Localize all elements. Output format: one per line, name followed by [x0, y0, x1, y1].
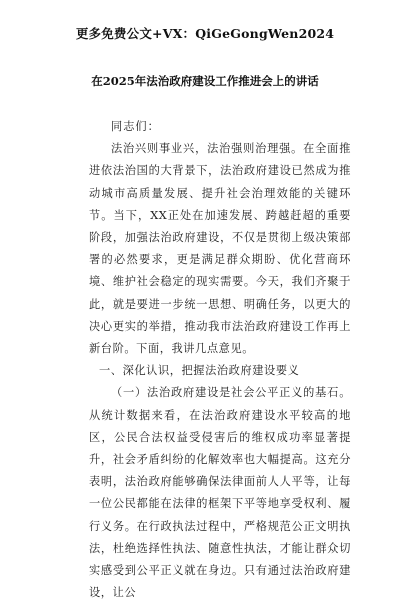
salutation: 同志们： [111, 120, 160, 133]
document-body [89, 116, 351, 604]
section-paragraph: （一）法治政府建设是社会公平正义的基石。从统计数据来看，在法治政府建设水平较高的地区，公民合法权益受侵害后的维权成功率显著提升，社会矛盾纠纷的化解效率也大幅提高。这充分表明，法治政府能够确保法律面前人人平等，让每一位公民都能在法律的框架下平等地享受权利、履行义务。在行政执法过程中，严格规范公正文明执法，杜绝选择性执法、随意性执法，才能让群众切实感受到公平正义就在身边。只有通过法治政府建设，让公 [89, 386, 351, 600]
intro-paragraph: 法治兴则事业兴，法治强则治理强。在全面推进依法治国的大背景下，法治政府建设已然成为推动城市高质量发展、提升社会治理效能的关键环节。当下，XX正处在加速发展、跨越赶超的重要阶段，加强法治政府建设，不仅是贯彻上级决策部署的必然要求，更是满足群众期盼、优化营商环境、维护社会稳定的现实需要。今天，我们齐聚于此，就是要进一步统一思想、明确任务，以更大的决心更实的举措，推动我市法治政府建设工作再上新台阶。下面，我讲几点意见。 [89, 142, 351, 356]
document-title: 在2025年法治政府建设工作推进会上的讲话 [91, 74, 319, 88]
promo-banner: 更多免费公文+VX：QiGeGongWen2024 [75, 26, 335, 41]
section-heading: 一、深化认识，把握法治政府建设要义 [99, 364, 300, 378]
